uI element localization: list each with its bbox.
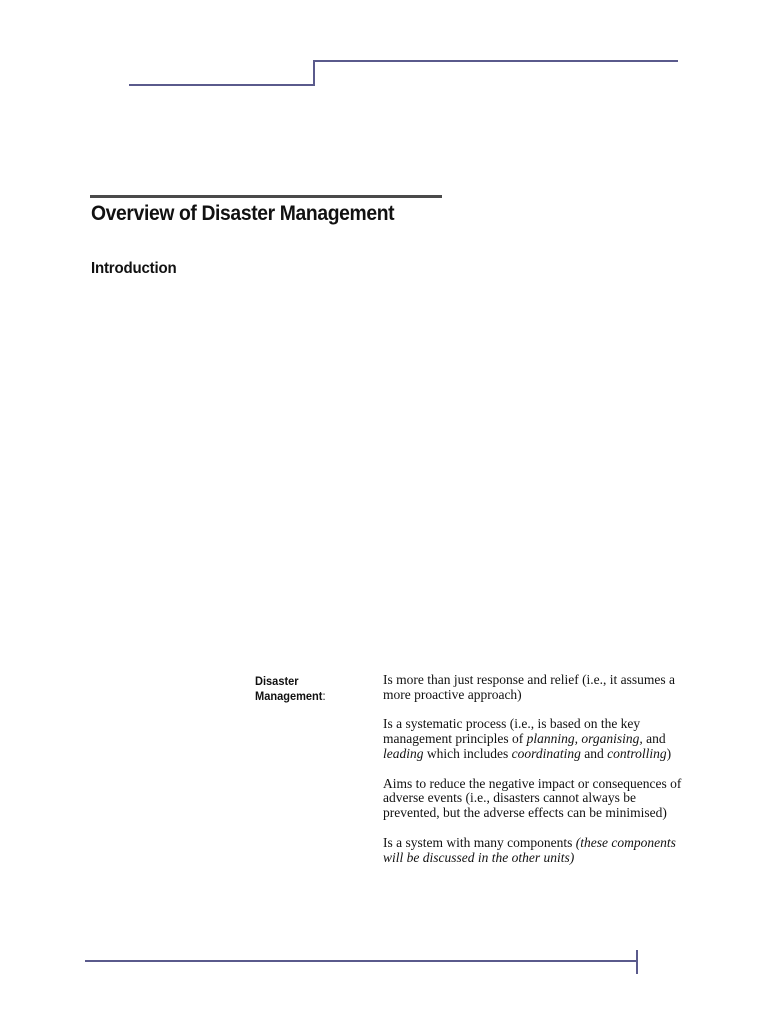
header-rule-left xyxy=(129,84,315,86)
definition-item-4 xyxy=(383,836,693,866)
definition-emphasis: planning, organising, xyxy=(526,731,643,747)
definition-text: Is a system with many components xyxy=(383,834,576,850)
definition-text: ) xyxy=(666,745,672,761)
term-colon: : xyxy=(322,689,326,703)
term-line-2: Management xyxy=(255,689,323,703)
section-heading: Introduction xyxy=(91,260,177,277)
header-rule-right xyxy=(313,60,678,62)
definition-text: and xyxy=(642,731,666,747)
definition-item-1 xyxy=(383,673,693,703)
definition-emphasis: controlling xyxy=(607,745,667,761)
definition-text: Aims to reduce the negative impact or consequences of adverse events (i.e., disasters cannot always be prevented, but the adverse effects can be minimised) xyxy=(383,775,682,821)
page-title: Overview of Disaster Management xyxy=(91,202,395,225)
definition-term xyxy=(255,674,356,704)
definition-emphasis: (these components will be discussed in the other units) xyxy=(383,834,676,865)
definition-list xyxy=(383,673,693,880)
term-line-1: Disaster xyxy=(255,674,299,688)
definition-emphasis: leading xyxy=(383,745,424,761)
header-rule-step xyxy=(313,61,315,86)
definition-text: and xyxy=(580,745,608,761)
footer-rule-tick xyxy=(636,950,638,974)
definition-text: Is a systematic process (i.e., is based on the key management principles of xyxy=(383,716,641,747)
definition-emphasis: coordinating xyxy=(511,745,581,761)
definition-item-2 xyxy=(383,717,693,761)
title-rule xyxy=(90,195,442,198)
definition-item-3 xyxy=(383,777,693,821)
footer-rule xyxy=(85,960,638,962)
definition-text: which includes xyxy=(423,745,512,761)
definition-text: Is more than just response and relief (i.e., it assumes a more proactive approach) xyxy=(383,672,676,702)
